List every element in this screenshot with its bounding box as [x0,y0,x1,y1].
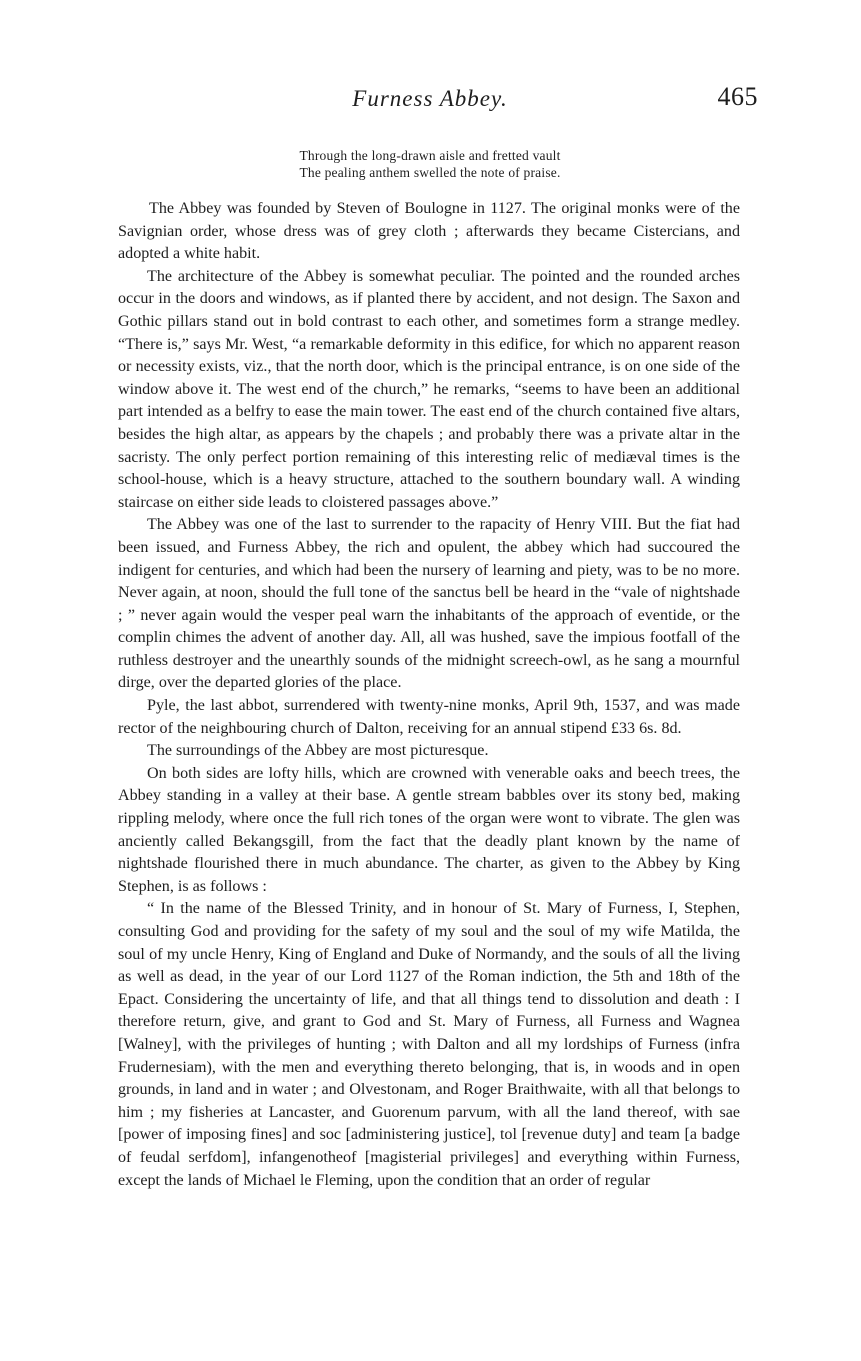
epigraph [110,147,750,181]
running-head [110,80,758,120]
epigraph-line: The pealing anthem swelled the note of praise. [299,165,561,180]
body-text [118,198,740,1192]
paragraph-founding: The Abbey was founded by Steven of Boulogne in 1127. The original monks were of the Savignian order, whose dress was of grey cloth ; afterwards they became Cistercians, and adopted a white habit. [118,200,740,263]
paragraph-last-abbot: Pyle, the last abbot, surrendered with twenty-nine monks, April 9th, 1537, and was made rector of the neighbouring church of Dalton, receiving for an annual stipend £33 6s. 8d. [118,697,740,737]
running-title: Furness Abbey. [352,86,508,111]
epigraph-line: Through the long-drawn aisle and fretted vault [299,148,561,163]
paragraph-charter: “ In the name of the Blessed Trinity, and in honour of St. Mary of Furness, I, Stephen, consulting God and providing for the safety of my soul and the soul of my wife Matilda, the soul of my uncle Henry, King of England and Duke of Normandy, and the souls of all the living as well as dead, in the year of our Lord 1127 of the Roman indiction, the 5th and 18th of the Epact. Considering the uncertainty of life, and that all things tend to dissolution and death : I therefore return, give, and grant to God and St. Mary of Furness, all Furness and Wagnea [Walney], with the privileges of hunting ; with Dalton and all my lordships of Furness (infra Frudernesiam), with the men and everything thereto belonging, that is, in woods and in open grounds, in land and in water ; and Olvestonam, and Roger Braithwaite, with all that belongs to him ; my fisheries at Lancaster, and Guorenum parvum, with all the land thereof, with sae [power of imposing fines] and soc [administering justice], tol [revenue duty] and team [a badge of feudal serfdom], infangenotheof [magisterial privileges] and everything within Furness, except the lands of Michael le Fleming, upon the condition that an order of regular [118,900,740,1189]
paragraph-landscape: On both sides are lofty hills, which are crowned with venerable oaks and beech trees, the Abbey standing in a valley at their base. A gentle stream babbles over its stony bed, making rippling melody, where once the full rich tones of the organ were wont to vibrate. The glen was anciently called Bekangsgill, from the fact that the deadly plant known by the name of nightshade flourished there in much abundance. The charter, as given to the Abbey by King Stephen, is as follows : [118,764,740,895]
paragraph-surroundings: The surroundings of the Abbey are most picturesque. [147,742,489,760]
paragraph-surrender: The Abbey was one of the last to surrender to the rapacity of Henry VIII. But the fiat had been issued, and Furness Abbey, the rich and opulent, the abbey which had succoured the indigent for centuries, and which had been the nursery of learning and piety, was to be no more. Never again, at noon, should the full tone of the sanctus bell be heard in the “vale of nightshade ; ” never again would the vesper peal warn the inhabitants of the approach of eventide, or the complin chimes the advent of another day. All, all was hushed, save the impious footfall of the ruthless destroyer and the unearthly sounds of the midnight screech-owl, as he sang a mournful dirge, over the departed glories of the place. [118,516,740,692]
paragraph-architecture: The architecture of the Abbey is somewhat peculiar. The pointed and the rounded arches occur in the doors and windows, as if planted there by accident, and not design. The Saxon and Gothic pillars stand out in bold contrast to each other, and sometimes form a strange medley. “There is,” says Mr. West, “a remarkable deformity in this edifice, for which no apparent reason or necessity exists, viz., that the north door, which is the principal entrance, is on one side of the window above it. The west end of the church,” he remarks, “seems to have been an additional part intended as a belfry to ease the main tower. The east end of the church contained five altars, besides the high altar, as appears by the chapels ; and probably there was a private altar in the sacristy. The only perfect portion remaining of this interesting relic of mediæval times is the school-house, which is a heavy structure, attached to the southern boundary wall. A winding staircase on either side leads to cloistered passages above.” [118,267,740,511]
page-number: 465 [717,82,758,111]
